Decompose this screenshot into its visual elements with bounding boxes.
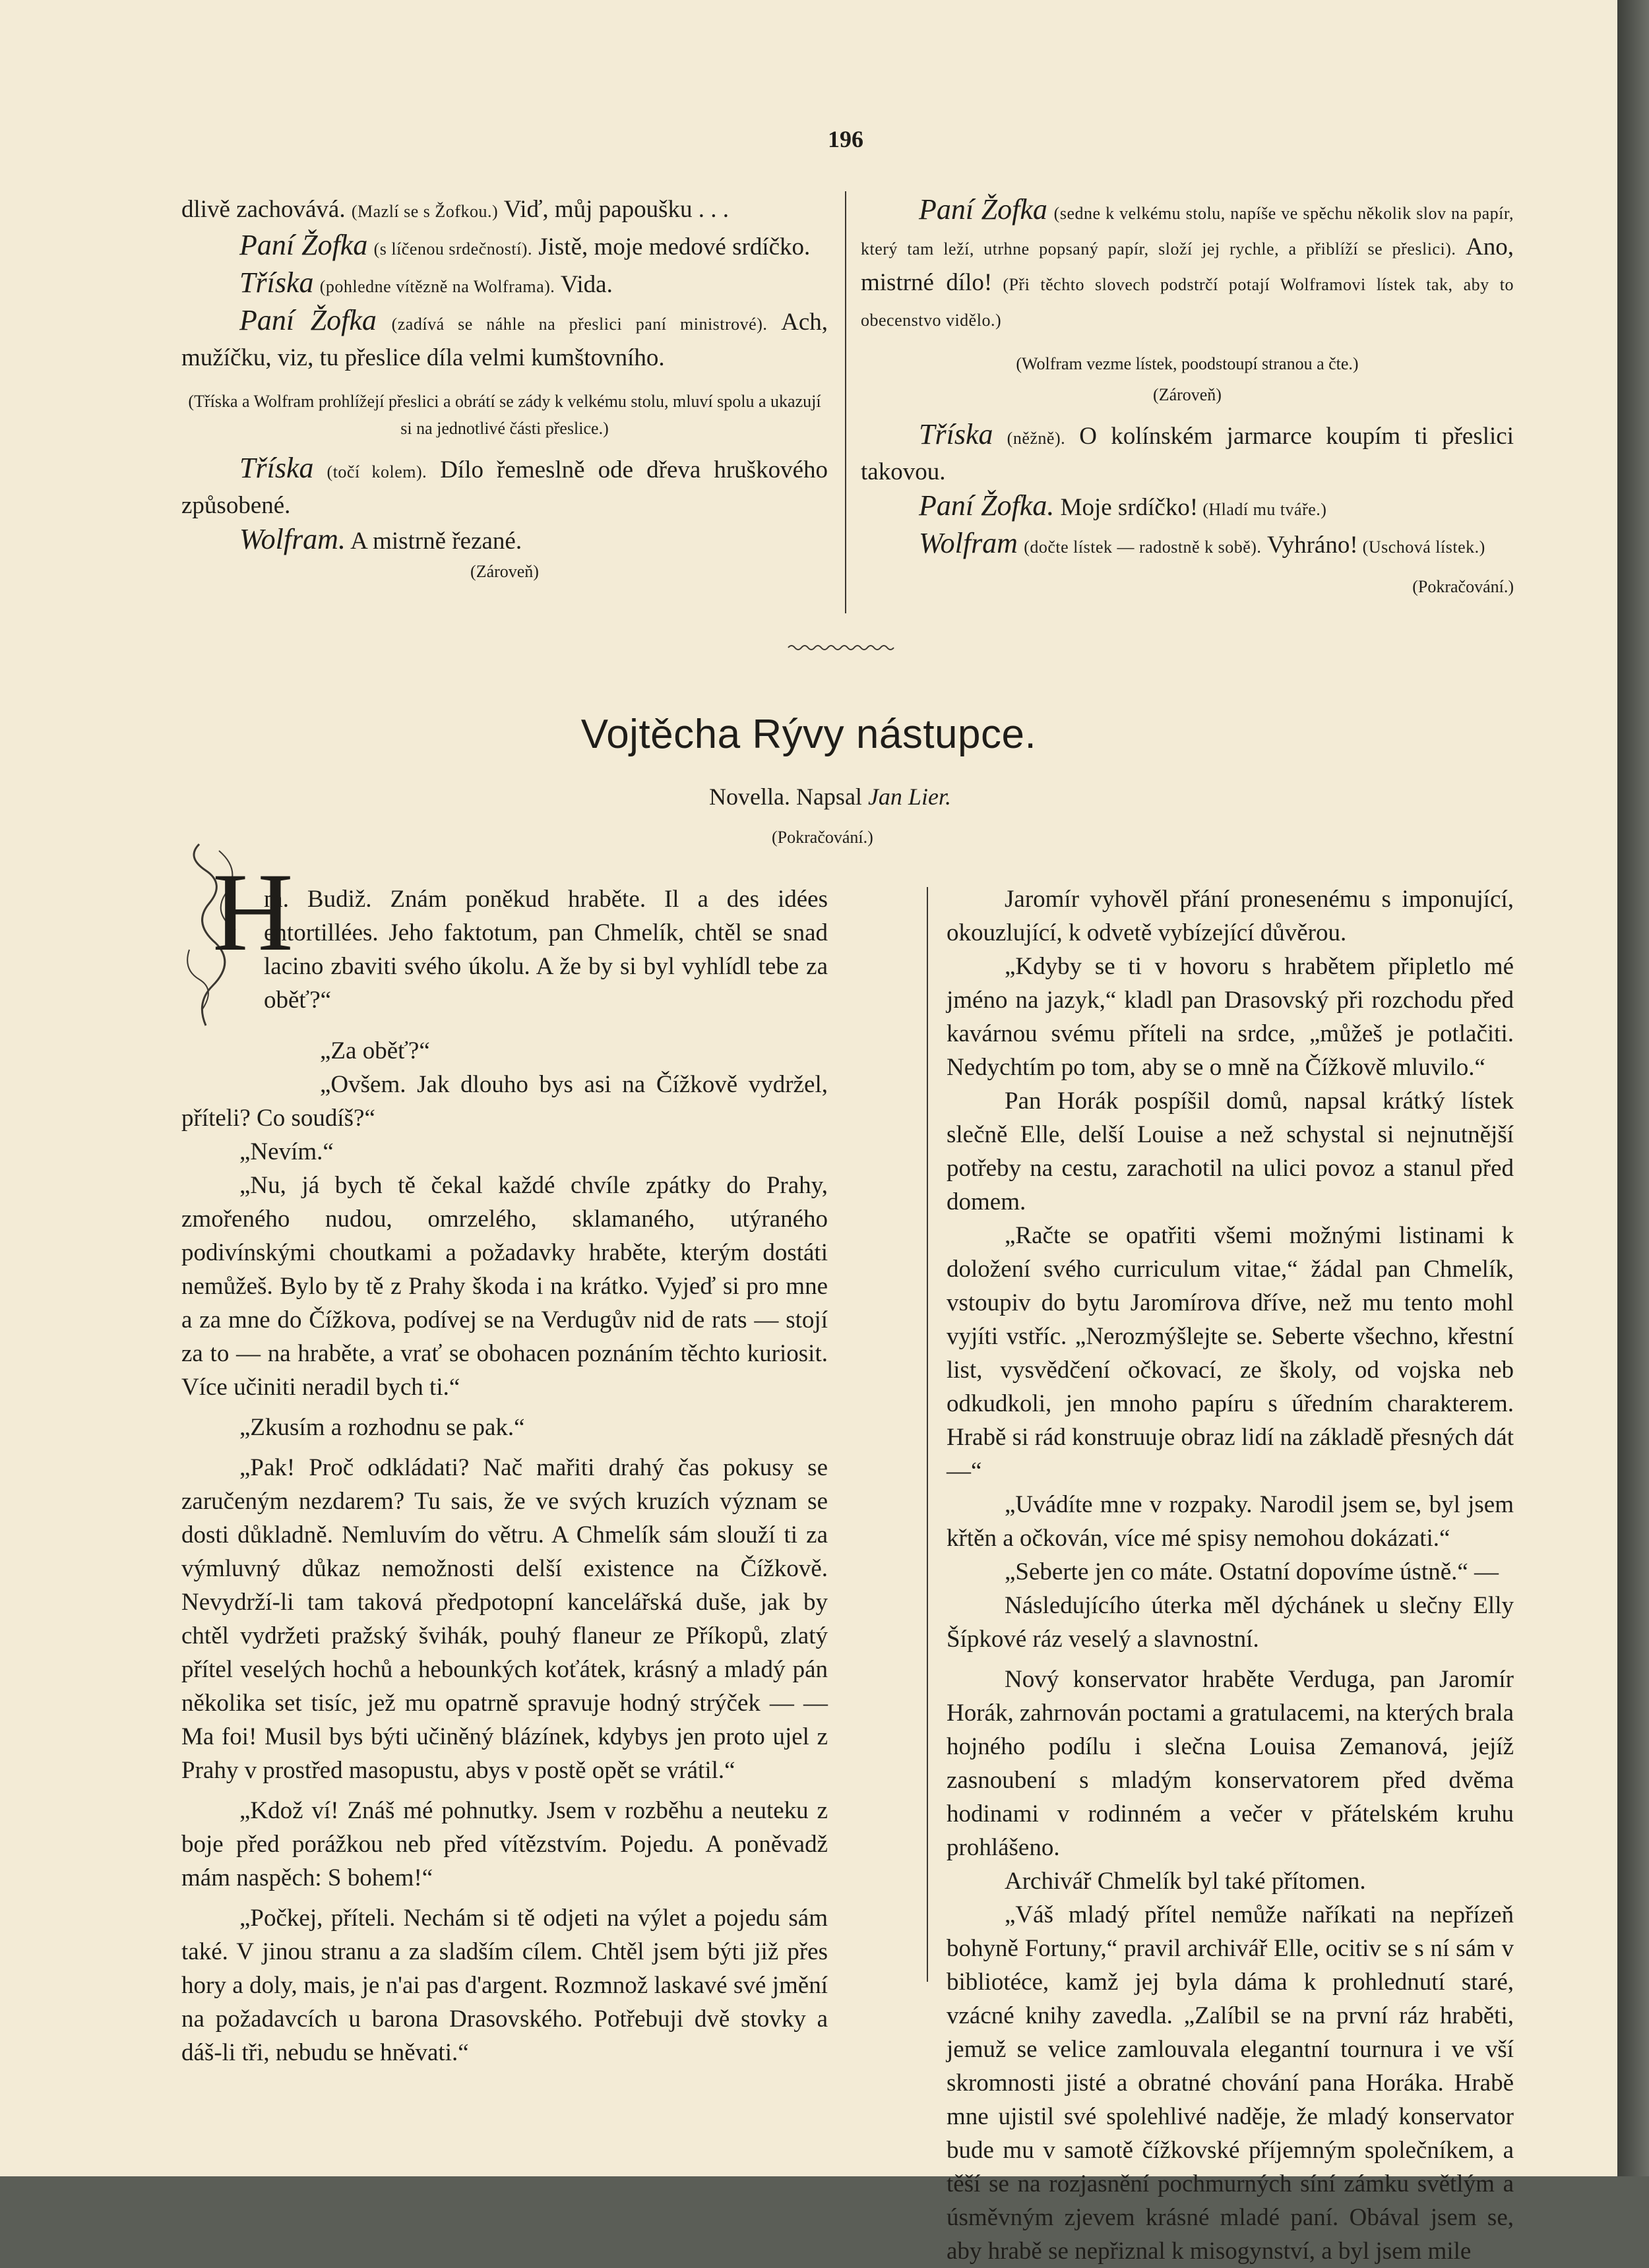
drama-line: Wolfram (dočte lístek — radostně k sobě). Vyhráno! (Uschová lístek.) [919, 527, 1485, 559]
stage-direction: (Tříska a Wolfram prohlížejí přeslici a obrátí se zády k velkému stolu, mluví spolu a ukazují si na jednotlivé části přeslice.) [188, 392, 821, 438]
paragraph: „Nu, já bych tě čekal každé chvíle zpátky do Prahy, zmořeného nudou, omrzelého, sklamaného, utýraného podivínskými choutkami a požadavky hraběte, kterým dostáti nemůžeš. Bylo by tě z Prahy škoda i na krátko. Vyjeď si pro mne a za mne do Čížkova, podívej se na Verdugův nid de rats — stojí za to — na hraběte, a vrať se obohacen poznáním těchto kuriosit. Více učiniti neradil bych ti.“ [181, 1172, 828, 1401]
drama-line: Paní Žofka (zadívá se náhle na přeslici paní ministrové). Ach, mužíčku, viz, tu přeslice díla velmi kumštovního. [181, 304, 828, 371]
paragraph: Nový konservator hraběte Verduga, pan Jaromír Horák, zahrnován poctami a gratulacemi, na kterých brala hojného podílu i slečna Louisa Zemanová, jejíž zasnoubení s mladým konservatorem před dvěma hodinami v rodinném a večer v přátelském kruhu prohlášeno. [947, 1666, 1514, 1861]
paragraph: „Uvádíte mne v rozpaky. Narodil jsem se, byl jsem křtěn a očkován, více mé spisy nemohou dokázati.“ [947, 1491, 1514, 1552]
article-right-column [947, 882, 1514, 2268]
paragraph: „Pak! Proč odkládati? Nač mařiti drahý čas pokusy se zaručeným nezdarem? Tu sais, že ve svých kruzích význam se dosti důkladně. Nemluvím do větru. A Chmelík sám slouží ti za výmluvný důkaz nemožnosti delší existence na Čížkově. Nevydrží-li tam taková předpotopní kancelářská duše, jak by chtěl vydržeti pražský švihák, pouhý flaneur ze Příkopů, zlatý přítel veselých hochů a hebounkých koťátek, krásný a mladý pán několika set tisíc, jež mu opatrně spravuje hodný strýček — — Ma foi! Musil bys býti učiněný blázínek, kdybys jen proto ujel z Prahy v prostřed masopustu, abys v postě opět se vrátil.“ [181, 1454, 828, 1784]
drama-line: Tříska (točí kolem). Dílo řemeslně ode dřeva hruškového způsobené. [181, 452, 828, 519]
paragraph: „Seberte jen co máte. Ostatní dopovíme ústně.“ — [1005, 1558, 1499, 1585]
paragraph: Následujícího úterka měl dýchánek u slečny Elly Šípkové ráz veselý a slavnostní. [947, 1592, 1514, 1653]
stage-direction: (Wolfram vezme lístek, poodstoupí stranou a čte.) [1016, 354, 1359, 373]
drama-line: Paní Žofka (s líčenou srdečností). Jistě, moje medové srdíčko. [239, 229, 811, 261]
paragraph: „Zkusím a rozhodnu se pak.“ [239, 1414, 525, 1441]
section-ornament [788, 643, 894, 652]
drama-line: Tříska (pohledne vítězně na Wolframa). Vida. [239, 266, 613, 299]
drama-line: Paní Žofka. Moje srdíčko! (Hladí mu tváře.) [919, 489, 1327, 522]
column-divider [927, 887, 928, 1982]
drama-line: dlivě zachovává. (Mazlí se s Žofkou.) Viď, můj papoušku . . . [181, 196, 730, 223]
stage-direction: (Zároveň) [470, 562, 539, 581]
paragraph: „Račte se opatřiti všemi možnými listinami k doložení svého curriculum vitae,“ žádal pan Chmelík, vstoupiv do bytu Jaromírova dříve, než mu tento mohl vyjíti vstříc. „Nerozmýšlejte se. Seberte všechno, křestní list, vysvědčení očkovací, ze školy, od vojska neb odkudkoli, jen mnoho papíru s úředním charakterem. Hrabě si rád konstruuje obraz lidí na základě přesných dát —“ [947, 1222, 1514, 1485]
paragraph: Archivář Chmelík byl také přítomen. [1005, 1868, 1366, 1895]
paragraph: „Kdyby se ti v hovoru s hrabětem připletlo mé jméno na jazyk,“ kladl pan Drasovský při rozchodu před kavárnou svému příteli na srdce, „můžeš je potlačiti. Nedychtím po tom, aby se o mně na Čížkově mluvilo.“ [947, 953, 1514, 1081]
article-title: Vojtěcha Rývy nástupce. [580, 712, 1037, 757]
drama-line: Paní Žofka (sedne k velkému stolu, napíše ve spěchu několik slov na papír, který tam leží, utrhne popsaný papír, složí jej rychle, a přiblíží se přeslici). Ano, mistrné dílo! (Při těchto slovech podstrčí potají Wolframovi lístek tak, aby to obecenstvo vidělo.) [861, 193, 1514, 330]
book-binding-edge [1617, 0, 1649, 2176]
page-number: 196 [828, 126, 863, 152]
drama-right-column [861, 193, 1514, 600]
drama-line: Tříska (něžně). O kolínském jarmarce koupím ti přeslici takovou. [861, 418, 1514, 485]
paragraph: Jaromír vyhověl přání pronesenému s imponující, okouzlující, k odvetě vybízející důvěrou. [947, 886, 1514, 946]
article-continued: (Pokračování.) [772, 828, 873, 847]
drama-line: Wolfram. A mistrně řezané. [239, 523, 522, 555]
paragraph: „Nevím.“ [239, 1138, 334, 1165]
paragraph: Pan Horák pospíšil domů, napsal krátký lístek slečně Elle, delší Louise a než schystal si nejnutnější potřeby na cestu, zarachotil na ulici povoz a stanul před domem. [947, 1088, 1514, 1215]
paragraph: „Kdož ví! Znáš mé pohnutky. Jsem v rozběhu a neuteku z boje před porážkou neb před vítězstvím. Pojedu. A poněvadž mám naspěch: S bohem!“ [181, 1797, 828, 1891]
continued-note: (Pokračování.) [1412, 577, 1514, 596]
svg-text:H: H [212, 850, 294, 974]
paragraph: „Váš mladý přítel nemůže naříkati na nepřízeň bohyně Fortuny,“ pravil archivář Elle, ocitiv se s ní sám v bibliotéce, kamž jej byla dáma k prohlednutí staré, vzácné knihy zavedla. „Zalíbil se na první ráz hraběti, jemuž se velice zamlouvala elegantní tournura i ve vší skromnosti jisté a obratné chování pana Horáka. Hrabě mne ujistil své spolehlivé naděje, že mladý konservator bude mu v samotě čížkovské příjemným společníkem, a těší se na rozjasnění pochmurných síní zámku světlým a úsměvným zjevem krásné mladé paní. Obával jsem se, aby hrabě se nepřiznal k misogynství, a byl jsem mile [947, 1901, 1514, 2265]
paragraph: „Ovšem. Jak dlouho bys asi na Čížkově vydržel, příteli? Co soudíš?“ [181, 1071, 828, 1132]
paragraph: m. Budiž. Znám poněkud hraběte. Il a des idées entortillées. Jeho faktotum, pan Chmelík, chtěl se snad lacino zbaviti svého úkolu. A že by si byl vyhlídl tebe za oběť?“ [264, 886, 828, 1014]
stage-direction: (Zároveň) [1153, 385, 1222, 404]
article-byline: Novella. Napsal Jan Lier. [709, 783, 951, 810]
column-divider [845, 191, 846, 613]
drama-left-column [181, 193, 828, 585]
paragraph: „Počkej, příteli. Nechám si tě odjeti na výlet a pojedu sám také. V jinou stranu a za sladším cílem. Chtěl jsem býti již přes hory a doly, mais, je n'ai pas d'argent. Rozmnož laskavé své jmění na požadavcích u barona Drasovského. Potřebuji dvě stovky a dáš-li tři, nebudu se hněvati.“ [181, 1905, 828, 2066]
paragraph: „Za oběť?“ [320, 1037, 430, 1064]
article-left-column [181, 882, 828, 2069]
